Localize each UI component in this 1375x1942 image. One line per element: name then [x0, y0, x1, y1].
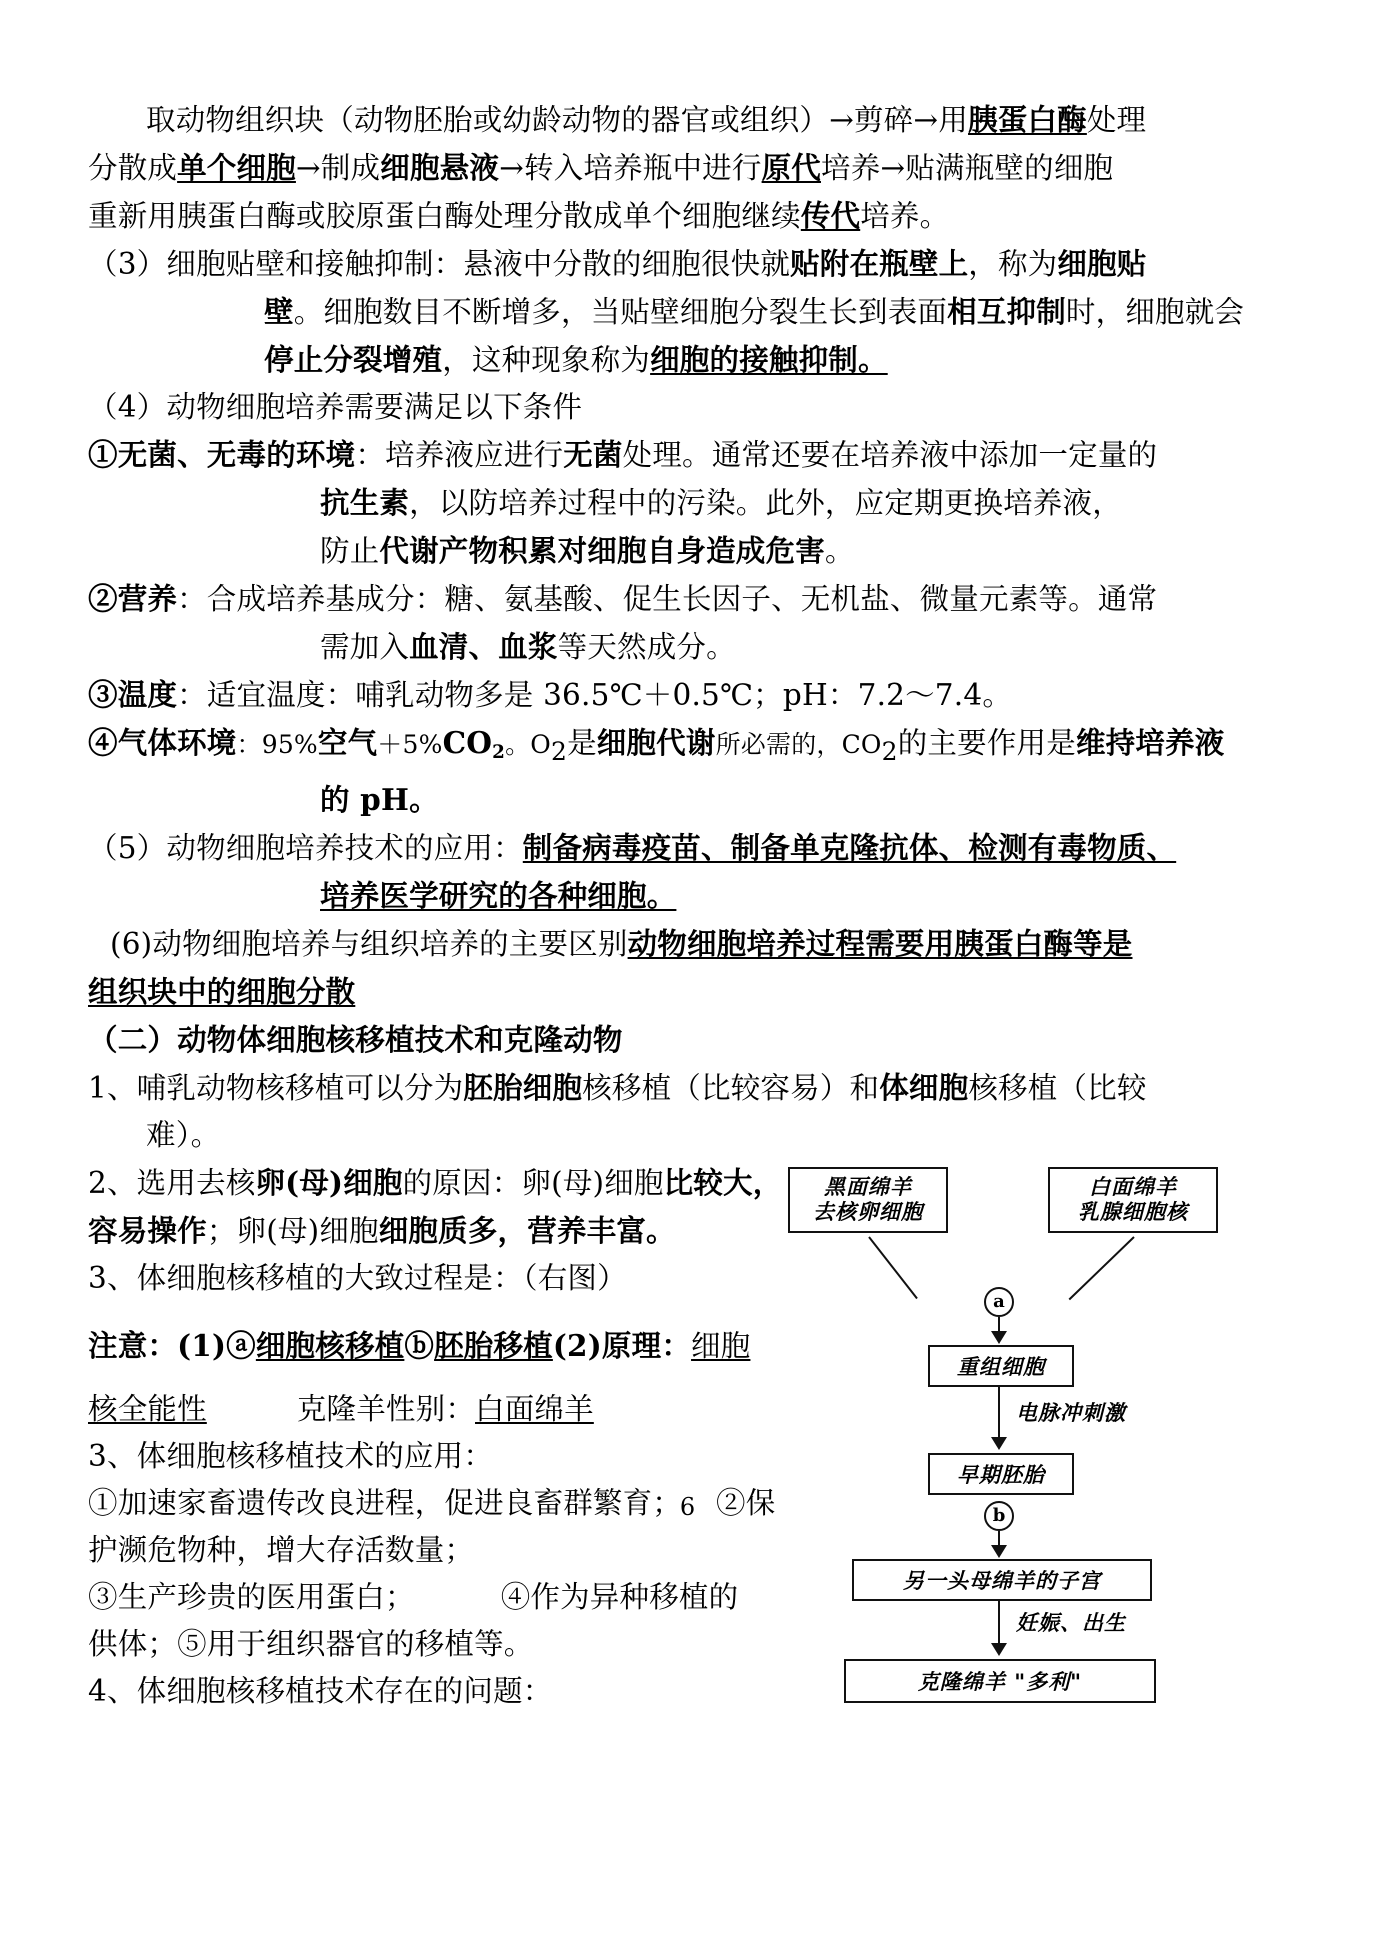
text-run: ＋5% [377, 730, 443, 759]
text-run: 。 [824, 534, 855, 568]
diagram-marker-a: a [984, 1287, 1014, 1317]
numbered-item-3b-cont [88, 1574, 778, 1621]
page-number: 6 [679, 1493, 696, 1521]
diagram-box-recombinant-cell: 重组细胞 [928, 1345, 1074, 1387]
section-heading-2 [88, 1016, 1288, 1064]
numbered-item-3b-cont [88, 1621, 778, 1668]
diagram-arrowhead [991, 1545, 1007, 1558]
diagram-connector-right [1069, 1236, 1135, 1300]
text-run: ：95% [236, 730, 318, 759]
numbered-item-3b-cont [88, 1527, 778, 1574]
text-run: (6)动物细胞培养与组织培养的主要区别 [110, 927, 628, 962]
text-run: ：合成培养基成分：糖、氨基酸、促生长因子、无机盐、微量元素等。通常 [177, 582, 1158, 616]
text-run-emph: 细胞贴 [1057, 246, 1147, 281]
text-run-emph: 传代 [800, 198, 861, 233]
text-run-emph: （二）动物体细胞核移植技术和克隆动物 [88, 1022, 623, 1058]
text-run: 1、哺乳动物核移植可以分为 [88, 1071, 464, 1106]
text-run-emph: 停止分裂增殖 [264, 342, 443, 377]
diagram-label-electric-pulse: 电脉冲刺激 [1016, 1400, 1126, 1426]
text-run-emph: 培养医学研究的各种细胞。 [320, 878, 677, 914]
text-run-emph: 细胞的接触抑制。 [650, 342, 888, 377]
condition-item-3 [88, 671, 1288, 719]
marker-b: ⓑ [404, 1328, 435, 1364]
text-run: 的原因：卵(母)细胞 [402, 1166, 664, 1201]
text-run-emph: 细胞质多，营养丰富。 [378, 1213, 676, 1249]
diagram-box-cloned-sheep: 克隆绵羊 "多利" [844, 1659, 1156, 1703]
text-run: 4、体细胞核移植技术存在的问题： [88, 1674, 553, 1709]
text-run-emph: 原代 [761, 150, 821, 185]
condition-item-4 [88, 719, 1288, 776]
numbered-item-2-cont [88, 1207, 778, 1255]
diagram-box-early-embryo: 早期胚胎 [928, 1453, 1074, 1495]
text-run-emph: 壁 [264, 294, 294, 329]
diagram-box-donor-nucleus [1048, 1167, 1218, 1233]
text-run: 2、选用去核 [88, 1166, 256, 1201]
text-run: 需加入 [320, 630, 410, 664]
text-run-emph: 容易操作 [88, 1213, 207, 1249]
text-run-emph: 无菌 [563, 437, 623, 472]
text-run: 的主要作用是 [897, 726, 1076, 760]
text-run: →转入培养瓶中进行 [499, 151, 762, 185]
text-run: ，称为 [968, 247, 1058, 281]
text-run-emph: 白面绵羊 [475, 1392, 594, 1427]
text-run: 难）。 [146, 1118, 221, 1153]
text-run: 3、体细胞核移植技术的应用： [88, 1439, 494, 1474]
box-label-line2: 去核卵细胞 [813, 1199, 923, 1225]
text-run-emph: 贴附在瓶壁上 [790, 246, 969, 281]
text-run: 防止 [320, 534, 380, 568]
diagram-arrowhead [991, 1331, 1007, 1344]
text-run-emph: 细胞悬液 [380, 150, 500, 185]
spacer [88, 1302, 778, 1322]
text-run-emph: 抗生素 [320, 485, 410, 520]
list-item-5-cont [88, 872, 1288, 920]
condition-item-1-cont [88, 479, 1288, 527]
text-run: 培养。 [860, 199, 950, 233]
numbered-item-2 [88, 1159, 783, 1207]
list-item-3-cont [88, 336, 1288, 384]
text-run-emph: (2)原理： [552, 1328, 692, 1364]
diagram-box-donor-egg [788, 1167, 948, 1233]
text-run-emph: 代谢产物积累对细胞自身造成危害 [379, 533, 825, 568]
text-run-emph: 注意：(1) [88, 1328, 227, 1364]
condition-item-4-cont [88, 776, 1288, 824]
left-text-column [88, 1159, 783, 1715]
text-run: 培养→贴满瓶壁的细胞 [821, 151, 1114, 185]
text-run-emph: 胚胎移植 [434, 1328, 553, 1364]
text-run: 所必需的，CO [715, 730, 882, 759]
text-run: ：适宜温度：哺乳动物多是 36.5℃＋0.5℃；pH：7.2～7.4。 [177, 678, 1013, 712]
text-run: ③生产珍贵的医用蛋白； [88, 1580, 415, 1615]
document-body [88, 96, 1288, 1715]
text-run: ②保 [716, 1486, 776, 1521]
list-item-5 [88, 824, 1288, 872]
text-run: ④作为异种移植的 [500, 1580, 739, 1615]
split-region [88, 1159, 1288, 1715]
text-run-emph: ②营养 [88, 581, 178, 616]
spacer [88, 1370, 778, 1386]
text-run: ，以防培养过程中的污染。此外，应定期更换培养液， [409, 486, 1122, 520]
text-run-emph: 胰蛋白酶 [968, 102, 1087, 137]
note-line [88, 1322, 778, 1370]
list-item-6 [88, 920, 1288, 968]
text-run: （4）动物细胞培养需要满足以下条件 [88, 390, 583, 424]
list-item-3 [88, 240, 1288, 288]
text-run: ，这种现象称为 [442, 343, 651, 377]
text-run: 3、体细胞核移植的大致过程是：（右图） [88, 1261, 627, 1296]
text-run: 处理 [1086, 103, 1147, 137]
note-line-2 [88, 1386, 778, 1433]
text-run-emph: 卵(母)细胞 [255, 1165, 403, 1201]
text-run-emph: 空气 [317, 725, 378, 760]
diagram-marker-b: b [984, 1501, 1014, 1531]
text-subscript: 2 [881, 737, 898, 766]
text-run: 核移植（比较容易）和 [582, 1071, 880, 1106]
text-run-emph: 细胞核移植 [255, 1328, 405, 1364]
text-run-emph: 细胞代谢 [596, 725, 716, 760]
condition-item-1-cont [88, 527, 1288, 575]
box-label-line1: 白面绵羊 [1089, 1174, 1177, 1200]
text-run: 护濒危物种，增大存活数量； [88, 1533, 475, 1568]
text-run-emph: 体细胞 [879, 1070, 969, 1106]
diagram-arrowhead [991, 1437, 1007, 1450]
diagram-box-surrogate-uterus: 另一头母绵羊的子宫 [852, 1559, 1152, 1601]
text-run: 重新用胰蛋白酶或胶原蛋白酶处理分散成单个细胞继续 [88, 199, 801, 233]
condition-item-2-cont [88, 623, 1288, 671]
text-run: （5）动物细胞培养技术的应用： [88, 831, 523, 866]
text-run-emph: 的 pH。 [320, 782, 439, 818]
list-item-6-cont [88, 968, 1288, 1016]
text-run-emph: CO [442, 725, 493, 760]
text-run: 处理。通常还要在培养液中添加一定量的 [622, 438, 1158, 472]
paragraph-line [88, 144, 1288, 192]
text-run-emph: ③温度 [88, 677, 178, 712]
text-run-emph: 细胞 [691, 1329, 751, 1364]
diagram-connector-left [868, 1236, 918, 1299]
somatic-cell-nuclear-transfer-diagram [788, 1159, 1278, 1695]
text-run-emph: 制备病毒疫苗、制备单克隆抗体、检测有毒物质、 [522, 830, 1177, 866]
text-run: 供体；⑤用于组织器官的移植等。 [88, 1627, 534, 1662]
marker-a: ⓐ [226, 1328, 256, 1364]
numbered-item-4 [88, 1668, 778, 1715]
text-run-emph: 比较大， [663, 1165, 783, 1201]
text-run-emph: ④气体环境 [88, 725, 237, 760]
paragraph-line [88, 192, 1288, 240]
numbered-item-1 [88, 1064, 1288, 1112]
text-run: 分散成 [88, 151, 178, 185]
numbered-item-1-cont [88, 1112, 1288, 1159]
text-run-emph: 动物细胞培养过程需要用胰蛋白酶等是 [627, 926, 1133, 962]
text-run: ：培养液应进行 [355, 438, 564, 472]
text-run-emph: 组织块中的细胞分散 [88, 974, 356, 1010]
text-run-emph: 维持培养液 [1075, 725, 1225, 760]
list-item-3-cont [88, 288, 1288, 336]
text-run: 时，细胞就会 [1065, 295, 1245, 329]
list-item-4 [88, 384, 1288, 431]
text-run-emph: 相互抑制 [947, 294, 1066, 329]
text-run: 是 [567, 726, 597, 760]
numbered-item-3b [88, 1433, 778, 1480]
paragraph-line [88, 96, 1288, 144]
diagram-canvas [788, 1159, 1278, 1695]
text-run: 克隆羊性别： [296, 1392, 476, 1427]
diagram-label-pregnancy-birth: 妊娠、出生 [1016, 1610, 1126, 1636]
text-run-emph: 血清、血浆 [409, 629, 558, 664]
text-run: ；卵(母)细胞 [206, 1214, 379, 1249]
text-subscript: 2 [550, 737, 568, 766]
text-run: 。细胞数目不断增多，当贴壁细胞分裂生长到表面 [293, 295, 948, 329]
text-run-emph: 胚胎细胞 [463, 1070, 583, 1106]
box-label-line1: 黑面绵羊 [824, 1174, 912, 1200]
text-run: →制成 [295, 151, 381, 185]
text-run: （3）细胞贴壁和接触抑制：悬液中分散的细胞很快就 [88, 247, 791, 281]
box-label-line2: 乳腺细胞核 [1078, 1199, 1188, 1225]
text-subscript: 2 [492, 742, 506, 764]
text-run: ①加速家畜遗传改良进程，促进良畜群繁育； [88, 1486, 683, 1521]
text-run: 核移植（比较 [968, 1071, 1147, 1106]
condition-item-2 [88, 575, 1288, 623]
text-run: 取动物组织块（动物胚胎或幼龄动物的器官或组织）→剪碎→用 [146, 103, 969, 137]
text-run-emph: 单个细胞 [177, 150, 296, 185]
condition-item-1 [88, 431, 1288, 479]
text-run-emph: 核全能性 [88, 1392, 207, 1427]
text-run-emph: ①无菌、无毒的环境 [88, 437, 356, 472]
text-run: 。O [505, 730, 551, 759]
diagram-arrowhead [991, 1643, 1007, 1656]
text-run: 等天然成分。 [557, 630, 736, 664]
numbered-item-3 [88, 1255, 778, 1302]
